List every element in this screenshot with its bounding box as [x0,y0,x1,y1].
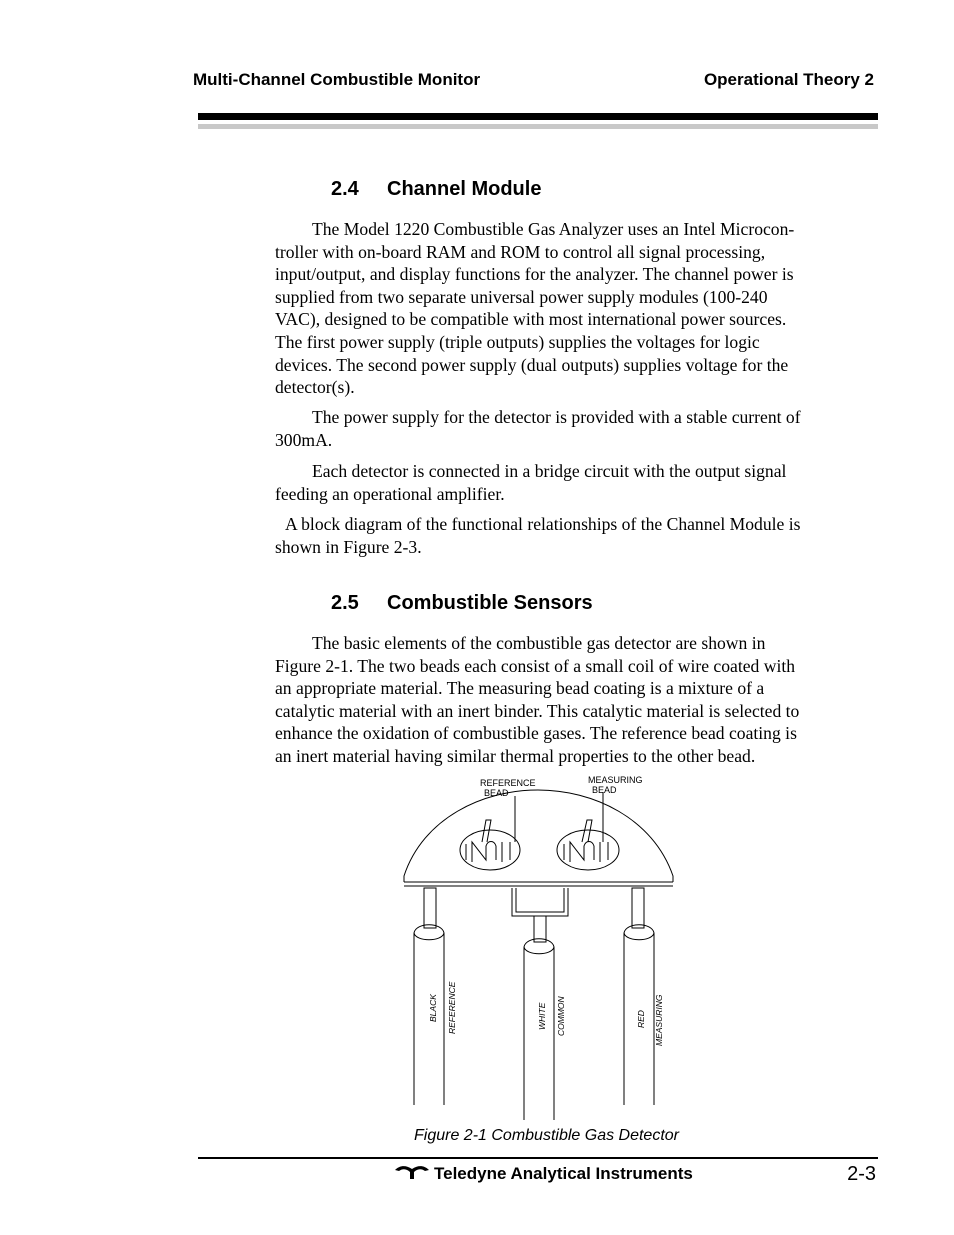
page-number: 2-3 [847,1163,876,1185]
teledyne-logo-icon [394,1164,430,1180]
header-chapter: Operational Theory 2 [703,70,874,89]
text-line: feeding an operational amplifier. [275,483,505,504]
paragraph [275,513,847,558]
text-line: input/output, and display functions for the analyzer. The channel power is [275,264,794,285]
text-line: Each detector is connected in a bridge circuit with the output signal [312,461,787,481]
section-title: Channel Module [387,178,542,200]
label-line: REFERENCE [480,778,536,788]
gas-detector-figure [398,770,688,1130]
text-line: shown in Figure 2-3. [275,536,422,557]
text-line: troller with on-board RAM and ROM to control all signal processing, [275,241,766,262]
text-line: The power supply for the detector is provided with a stable current of [312,407,801,427]
wire-color-label-white: WHITE [537,1002,547,1030]
text-line: an inert material having similar thermal properties to the other bead. [275,745,756,766]
section-title: Combustible Sensors [387,592,593,614]
text-line: The first power supply (triple outputs) supplies the voltages for logic [275,331,760,352]
wire-color-label-red: RED [636,1010,646,1028]
wire-color-label-black: BLACK [428,994,438,1022]
header-rule-shadow [198,124,878,129]
section-heading-2-4 [331,178,541,201]
section-heading-2-5 [331,592,593,615]
text-line: 300mA. [275,429,333,450]
text-line: The basic elements of the combustible gas detector are shown in [312,633,766,653]
section-number: 2.4 [331,178,359,200]
text-line: an appropriate material. The measuring bead coating is a mixture of a [275,678,765,699]
paragraph [275,632,847,768]
header-rule [198,113,878,120]
text-line: The Model 1220 Combustible Gas Analyzer uses an Intel Microcon- [312,219,795,239]
text-line: detector(s). [275,377,355,398]
label-line: MEASURING [588,775,643,785]
paragraph [275,460,847,505]
wire-function-label-common: COMMON [556,996,566,1036]
text-line: enhance the oxidation of combustible gases. The reference bead coating is [275,723,797,744]
measuring-bead-label [588,775,643,795]
label-line: BEAD [484,788,509,798]
label-line: BEAD [592,785,617,795]
text-line: catalytic material with an inert binder. This catalytic material is selected to [275,700,800,721]
wire-function-label-reference: REFERENCE [447,981,457,1034]
text-line: devices. The second power supply (dual outputs) supplies voltage for the [275,354,789,375]
footer-company: Teledyne Analytical Instruments [434,1164,693,1183]
figure-caption: Figure 2-1 Combustible Gas Detector [414,1127,679,1144]
text-line: supplied from two separate universal power supply modules (100-240 [275,286,768,307]
header-title: Multi-Channel Combustible Monitor [193,70,481,89]
reference-bead-label [480,778,536,798]
section-number: 2.5 [331,592,359,614]
paragraph [275,406,847,451]
text-line: A block diagram of the functional relationships of the Channel Module is [285,514,801,534]
text-line: Figure 2-1. The two beads each consist of a small coil of wire coated with [275,655,796,676]
footer-rule [198,1157,878,1159]
text-line: VAC), designed to be compatible with most international power sources. [275,309,787,330]
wire-function-label-measuring: MEASURING [654,994,664,1046]
gas-detector-diagram [398,770,688,1130]
paragraph [275,218,847,399]
